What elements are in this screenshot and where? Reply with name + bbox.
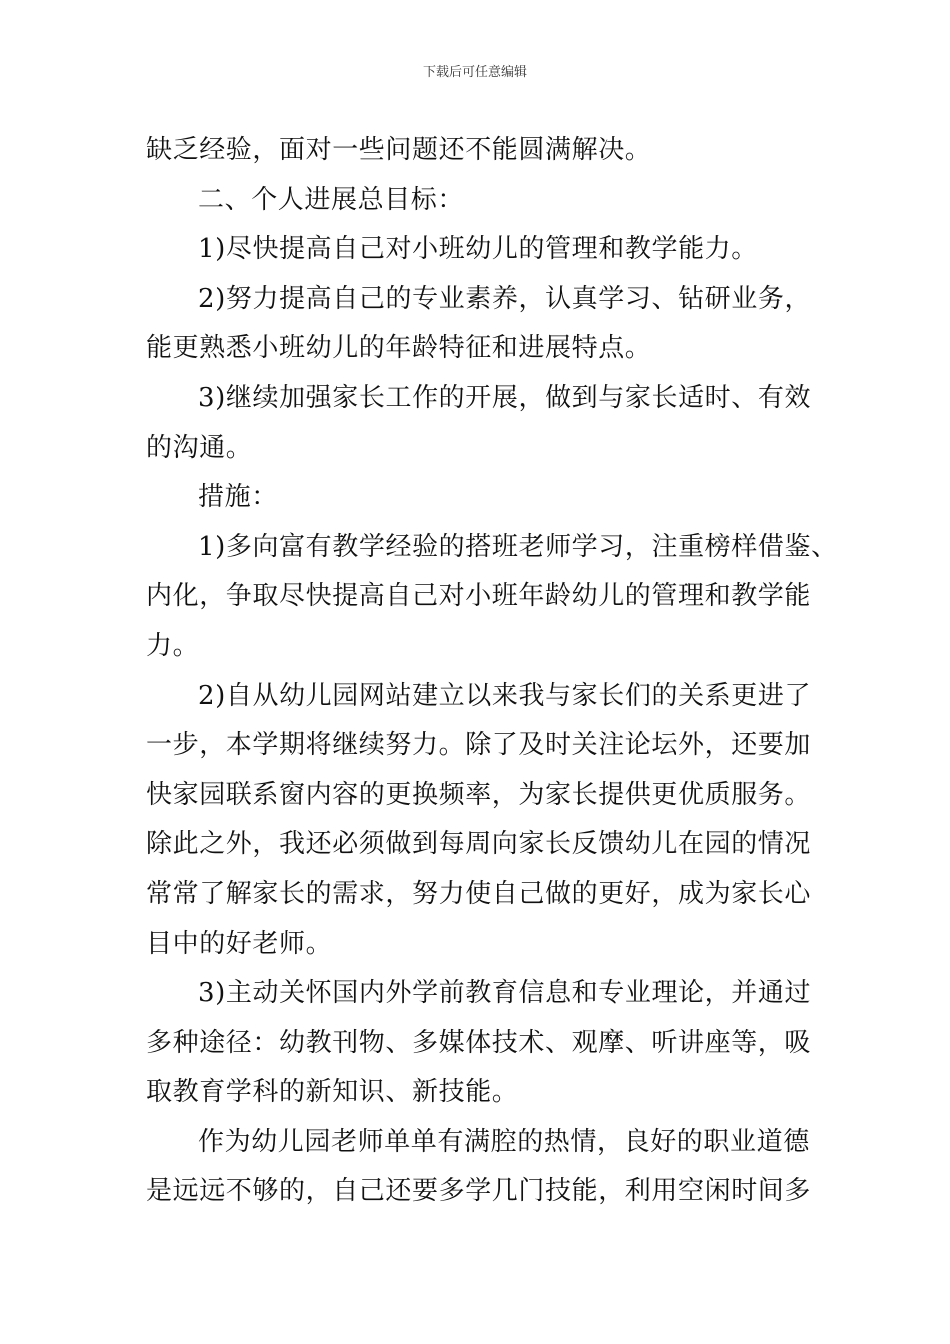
text-line: 二、个人进展总目标： bbox=[198, 184, 465, 215]
text-line: 2)自从幼儿园网站建立以来我与家长们的关系更进了 bbox=[198, 680, 812, 711]
text-line: 3)继续加强家长工作的开展，做到与家长适时、有效 bbox=[198, 382, 812, 413]
text-line: 缺乏经验，面对一些问题还不能圆满解决。 bbox=[146, 135, 652, 165]
text-line: 快家园联系窗内容的更换频率，为家长提供更优质服务。 bbox=[146, 779, 812, 810]
text-line: 措施： bbox=[198, 482, 278, 513]
text-line: 除此之外，我还必须做到每周向家长反馈幼儿在园的情况 bbox=[146, 829, 812, 860]
text-line: 内化，争取尽快提高自己对小班年龄幼儿的管理和教学能 bbox=[146, 581, 812, 612]
text-line: 力。 bbox=[146, 630, 200, 661]
text-line: 能更熟悉小班幼儿的年龄特征和进展特点。 bbox=[146, 333, 652, 364]
text-line: 常常了解家长的需求，努力使自己做的更好，成为家长心 bbox=[146, 878, 812, 909]
text-line: 一步，本学期将继续努力。除了及时关注论坛外，还要加 bbox=[146, 730, 812, 761]
text-line: 3)主动关怀国内外学前教育信息和专业理论，并通过 bbox=[198, 978, 812, 1009]
text-line: 作为幼儿园老师单单有满腔的热情，良好的职业道德 bbox=[198, 1126, 810, 1157]
text-line: 取教育学科的新知识、新技能。 bbox=[146, 1077, 519, 1108]
text-line: 2)努力提高自己的专业素养，认真学习、钻研业务， bbox=[198, 283, 812, 314]
document-body bbox=[146, 126, 838, 1217]
text-line: 目中的好老师。 bbox=[146, 928, 333, 959]
text-line: 1)多向富有教学经验的搭班老师学习，注重榜样借鉴、 bbox=[198, 531, 838, 562]
text-line: 的沟通。 bbox=[146, 432, 253, 463]
text-line: 1)尽快提高自己对小班幼儿的管理和教学能力。 bbox=[198, 234, 758, 265]
text-line: 多种途径：幼教刊物、多媒体技术、观摩、听讲座等，吸 bbox=[146, 1027, 812, 1058]
page-header: 下载后可任意编辑 bbox=[422, 65, 527, 80]
text-line: 是远远不够的，自己还要多学几门技能，利用空闲时间多 bbox=[146, 1176, 812, 1207]
